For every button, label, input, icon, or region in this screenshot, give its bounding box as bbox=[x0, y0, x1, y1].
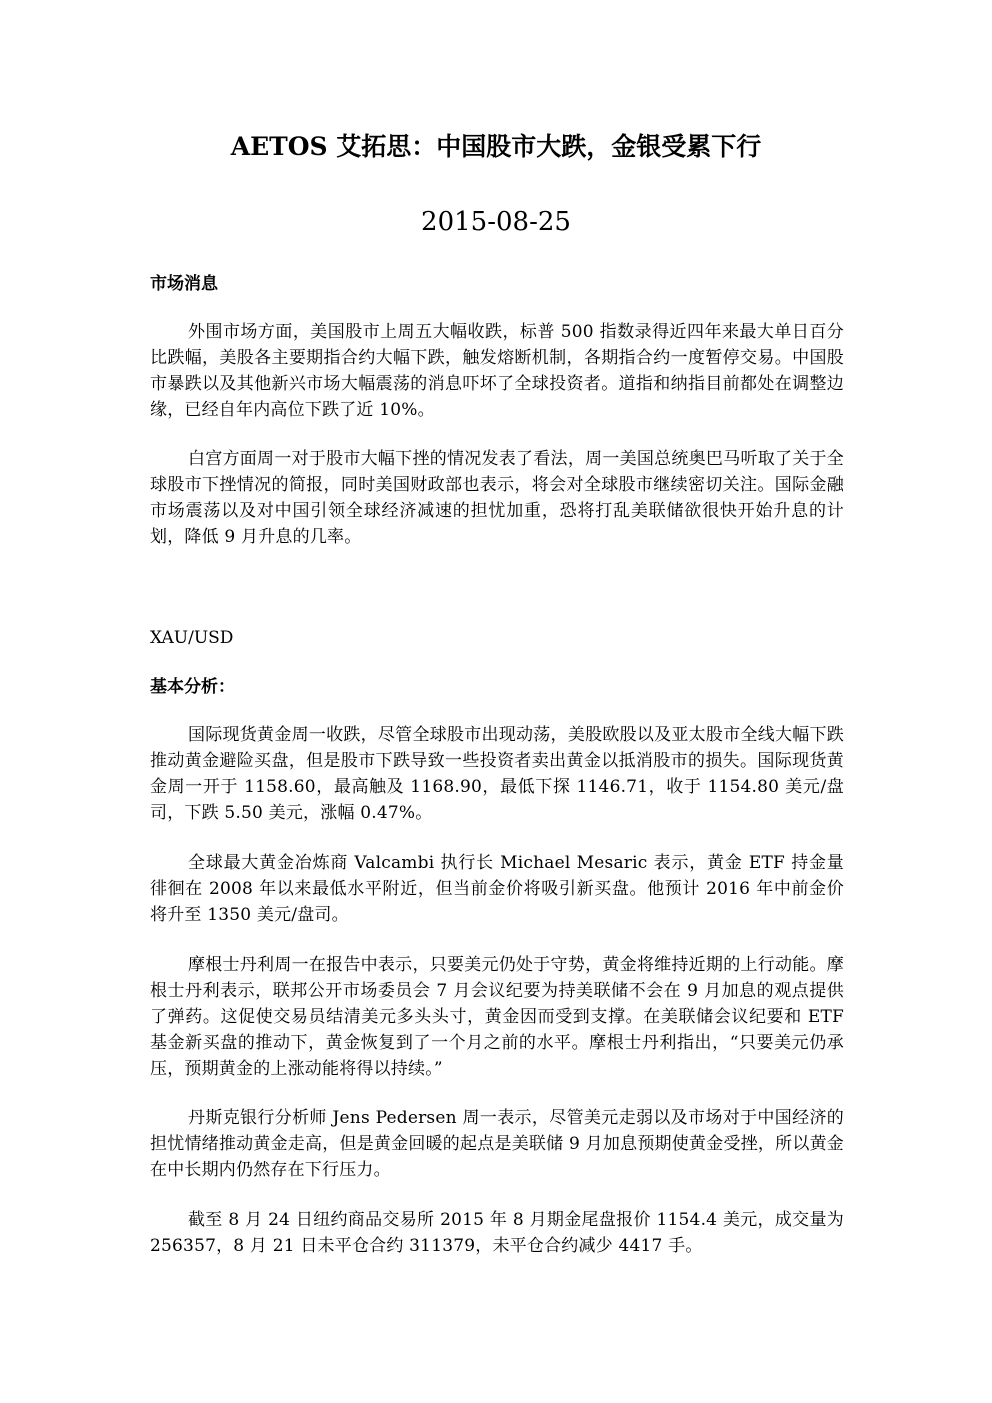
paragraph: 丹斯克银行分析师 Jens Pedersen 周一表示，尽管美元走弱以及市场对于中国经济的担忧情绪推动黄金走高，但是黄金回暖的起点是美联储 9 月加息预期使黄金受挫，所以黄金在中长期内仍然存在下行压力。 bbox=[150, 1108, 844, 1180]
paragraph: 白宫方面周一对于股市大幅下挫的情况发表了看法，周一美国总统奥巴马听取了关于全球股市下挫情况的简报，同时美国财政部也表示，将会对全球股市继续密切关注。国际金融市场震荡以及对中国引领全球经济减速的担忧加重，恐将打乱美联储欲很快开始升息的计划，降低 9 月升息的几率。 bbox=[150, 449, 844, 547]
document-title: AETOS 艾拓思：中国股市大跌，金银受累下行 bbox=[230, 132, 762, 161]
section-heading-market-news: 市场消息 bbox=[150, 274, 218, 294]
document-date: 2015-08-25 bbox=[421, 207, 571, 237]
instrument-label: XAU/USD bbox=[150, 628, 234, 648]
paragraph: 截至 8 月 24 日纽约商品交易所 2015 年 8 月期金尾盘报价 1154.4 美元，成交量为 256357，8 月 21 日未平仓合约 311379，未平仓合约减少 4417 手。 bbox=[150, 1210, 844, 1256]
paragraph: 摩根士丹利周一在报告中表示，只要美元仍处于守势，黄金将维持近期的上行动能。摩根士丹利表示，联邦公开市场委员会 7 月会议纪要为持美联储不会在 9 月加息的观点提供了弹药。这促使交易员结清美元多头头寸，黄金因而受到支撑。在美联储会议纪要和 ETF 基金新买盘的推动下，黄金恢复到了一个月之前的水平。摩根士丹利指出，“只要美元仍承压，预期黄金的上涨动能将得以持续。” bbox=[150, 955, 844, 1079]
paragraph: 外围市场方面，美国股市上周五大幅收跌，标普 500 指数录得近四年来最大单日百分比跌幅，美股各主要期指合约大幅下跌，触发熔断机制，各期指合约一度暂停交易。中国股市暴跌以及其他新兴市场大幅震荡的消息吓坏了全球投资者。道指和纳指目前都处在调整边缘，已经自年内高位下跌了近 10%。 bbox=[150, 322, 844, 420]
paragraph: 国际现货黄金周一收跌，尽管全球股市出现动荡，美股欧股以及亚太股市全线大幅下跌推动黄金避险买盘，但是股市下跌导致一些投资者卖出黄金以抵消股市的损失。国际现货黄金周一开于 1158.60，最高触及 1168.90，最低下探 1146.71，收于 1154.80 美元/盘司，下跌 5.50 美元，涨幅 0.47%。 bbox=[150, 725, 844, 823]
paragraph: 全球最大黄金冶炼商 Valcambi 执行长 Michael Mesaric 表示，黄金 ETF 持金量徘徊在 2008 年以来最低水平附近，但当前金价将吸引新买盘。他预计 2016 年中前金价将升至 1350 美元/盘司。 bbox=[150, 853, 844, 925]
section-heading-fundamental-analysis: 基本分析： bbox=[150, 677, 235, 697]
